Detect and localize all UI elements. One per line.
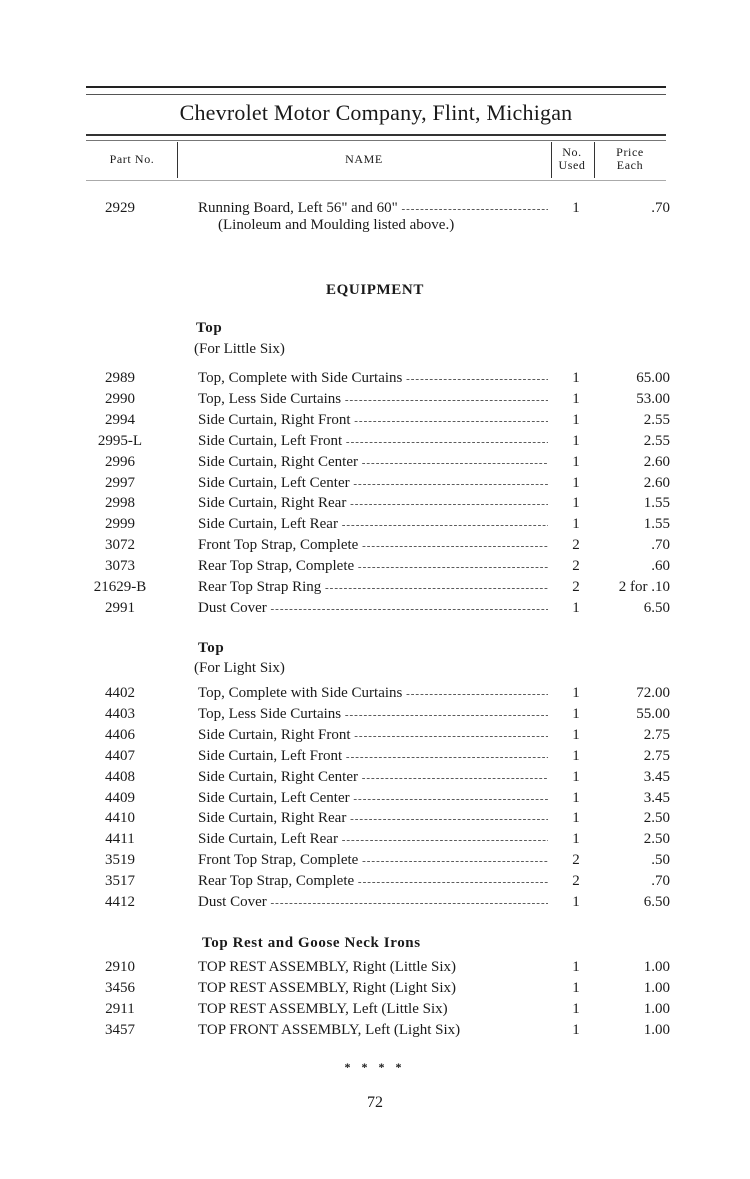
section-divider-stars: * * * * [344, 1060, 406, 1074]
part-name: Top, Complete with Side Curtains ----- [198, 683, 548, 705]
part-name: Side Curtain, Left Rear ----- [198, 514, 548, 536]
column-header-no-used [550, 146, 594, 182]
unit-price: 72.00 [636, 685, 670, 701]
part-name: Side Curtain, Right Rear ----- [198, 808, 548, 830]
part-number: 4412 [105, 894, 135, 910]
part-number: 4409 [105, 789, 135, 806]
unit-price: .70 [651, 200, 670, 216]
unit-price: 2.55 [643, 411, 670, 428]
table-row [0, 683, 750, 704]
table-row [0, 788, 750, 809]
part-number: 21629-B [93, 579, 147, 595]
top-double-rule [86, 86, 666, 95]
column-header-price-each [594, 146, 666, 182]
column-header-price-line2: Each [616, 158, 644, 172]
part-name: Side Curtain, Right Front ----- [198, 725, 548, 747]
group-note: (For Little Six) [194, 341, 285, 357]
quantity-used: 2 [572, 873, 580, 890]
part-number: 2910 [105, 959, 135, 975]
part-name: TOP REST ASSEMBLY, Left (Little Six) [198, 1001, 448, 1017]
part-name: Side Curtain, Right Rear ----- [198, 493, 548, 515]
unit-price: .70 [651, 873, 670, 890]
part-name: Side Curtain, Left Front ----- [198, 431, 548, 453]
unit-price: 2 for .10 [618, 579, 670, 595]
quantity-used: 1 [572, 516, 580, 533]
table-row [0, 473, 750, 494]
part-name: Rear Top Strap, Complete ----- [198, 556, 548, 578]
quantity-used: 1 [572, 474, 580, 491]
quantity-used: 1 [572, 747, 580, 764]
unit-price: 1.00 [643, 959, 670, 975]
table-row [0, 577, 750, 598]
unit-price: 1.55 [643, 516, 670, 533]
quantity-used: 1 [572, 599, 580, 616]
part-name: Side Curtain, Right Front ----- [198, 410, 548, 432]
section-title: EQUIPMENT [326, 282, 424, 298]
part-name: Side Curtain, Right Center ----- [198, 767, 548, 789]
part-number: 3517 [105, 873, 135, 890]
quantity-used: 2 [572, 537, 580, 554]
table-row [0, 725, 750, 746]
quantity-used: 2 [572, 852, 580, 869]
part-number: 4403 [105, 705, 135, 722]
part-name: Side Curtain, Right Center ----- [198, 452, 548, 474]
group-heading: Top [198, 640, 225, 656]
unit-price: 3.45 [643, 789, 670, 806]
part-number: 2998 [105, 495, 135, 512]
page-title: Chevrolet Motor Company, Flint, Michigan [179, 100, 573, 125]
quantity-used: 2 [572, 558, 580, 575]
unit-price: 3.45 [643, 768, 670, 785]
unit-price: 2.60 [643, 453, 670, 470]
part-name: TOP REST ASSEMBLY, Right (Light Six) [198, 980, 457, 996]
part-number: 4408 [105, 768, 135, 785]
quantity-used: 1 [572, 959, 580, 975]
table-row [0, 892, 750, 913]
quantity-used: 1 [572, 495, 580, 512]
quantity-used: 1 [572, 411, 580, 428]
unit-price: 65.00 [636, 370, 670, 386]
column-header-price-line1: Price [616, 145, 644, 159]
part-name: Side Curtain, Left Front ----- [198, 746, 548, 768]
part-name: Dust Cover ----- [198, 892, 548, 914]
table-row [0, 1020, 750, 1041]
part-number: 2911 [105, 1001, 135, 1017]
unit-price: 1.00 [643, 1022, 670, 1038]
part-name: TOP FRONT ASSEMBLY, Left (Light Six) [198, 1022, 461, 1038]
table-row [0, 829, 750, 850]
part-number: 4411 [105, 831, 135, 848]
part-name: Running Board, Left 56" and 60" ----- [198, 198, 548, 220]
part-name: TOP REST ASSEMBLY, Right (Little Six) [198, 959, 456, 975]
quantity-used: 1 [572, 789, 580, 806]
part-number: 3072 [105, 537, 135, 554]
table-row [0, 535, 750, 556]
unit-price: 1.00 [643, 1001, 670, 1017]
column-header-part-no: Part No. [109, 152, 155, 166]
table-row [0, 556, 750, 577]
table-row [0, 198, 750, 219]
part-name: Top, Complete with Side Curtains ----- [198, 368, 548, 390]
table-row [0, 410, 750, 431]
table-row [0, 389, 750, 410]
table-row [0, 598, 750, 619]
part-number: 2994 [105, 411, 135, 428]
quantity-used: 1 [572, 1022, 580, 1038]
table-row [0, 746, 750, 767]
table-row [0, 808, 750, 829]
table-row [0, 493, 750, 514]
unit-price: 53.00 [636, 390, 670, 407]
quantity-used: 1 [572, 831, 580, 848]
part-name: Rear Top Strap, Complete ----- [198, 871, 548, 893]
part-number: 3456 [105, 980, 135, 996]
unit-price: 2.50 [643, 831, 670, 848]
unit-price: .60 [651, 558, 670, 575]
part-number: 4402 [105, 685, 135, 701]
part-number: 2990 [105, 390, 135, 407]
part-number: 2996 [105, 453, 135, 470]
part-number: 4407 [105, 747, 135, 764]
part-number: 2997 [105, 474, 135, 491]
unit-price: 1.55 [643, 495, 670, 512]
table-row [0, 871, 750, 892]
quantity-used: 1 [572, 432, 580, 449]
part-name: Front Top Strap, Complete ----- [198, 850, 548, 872]
unit-price: 1.00 [643, 980, 670, 996]
quantity-used: 1 [572, 200, 580, 216]
quantity-used: 1 [572, 810, 580, 827]
quantity-used: 1 [572, 980, 580, 996]
column-header-no-used-line2: Used [558, 158, 586, 172]
column-header-no-used-line1: No. [562, 145, 582, 159]
table-row [0, 514, 750, 535]
table-row [0, 850, 750, 871]
part-number: 3519 [105, 852, 135, 869]
part-number: 2989 [105, 370, 135, 386]
part-name: Front Top Strap, Complete ----- [198, 535, 548, 557]
unit-price: 2.50 [643, 810, 670, 827]
unit-price: 2.60 [643, 474, 670, 491]
part-name: Top, Less Side Curtains ----- [198, 704, 548, 726]
page-number: 72 [367, 1094, 383, 1111]
part-name: Side Curtain, Left Center ----- [198, 473, 548, 495]
quantity-used: 1 [572, 894, 580, 910]
table-row [0, 431, 750, 452]
unit-price: .70 [651, 537, 670, 554]
unit-price: 2.55 [643, 432, 670, 449]
header-bottom-rule [86, 180, 666, 181]
quantity-used: 1 [572, 453, 580, 470]
group-note: (For Light Six) [194, 660, 285, 676]
unit-price: 2.75 [643, 747, 670, 764]
quantity-used: 1 [572, 390, 580, 407]
part-name: Rear Top Strap Ring ----- [198, 577, 548, 599]
part-number: 4406 [105, 726, 135, 743]
part-number: 3073 [105, 558, 135, 575]
table-row [0, 452, 750, 473]
part-name: Side Curtain, Left Center ----- [198, 788, 548, 810]
unit-price: 6.50 [643, 894, 670, 910]
part-name: Side Curtain, Left Rear ----- [198, 829, 548, 851]
table-row [0, 978, 750, 999]
quantity-used: 1 [572, 726, 580, 743]
part-number: 2999 [105, 516, 135, 533]
quantity-used: 2 [572, 579, 580, 595]
row-subnote: (Linoleum and Moulding listed above.) [218, 217, 455, 233]
part-number: 2991 [105, 599, 135, 616]
header-rule [86, 134, 666, 141]
quantity-used: 1 [572, 370, 580, 386]
part-name: Dust Cover ----- [198, 598, 548, 620]
part-number: 2929 [105, 200, 135, 216]
part-name: Top, Less Side Curtains ----- [198, 389, 548, 411]
unit-price: 2.75 [643, 726, 670, 743]
table-row [0, 999, 750, 1020]
table-row [0, 368, 750, 389]
table-row [0, 957, 750, 978]
quantity-used: 1 [572, 768, 580, 785]
part-number: 4410 [105, 810, 135, 827]
group-heading: Top [196, 320, 223, 336]
table-row [0, 704, 750, 725]
quantity-used: 1 [572, 1001, 580, 1017]
table-row [0, 767, 750, 788]
group-heading: Top Rest and Goose Neck Irons [202, 935, 421, 951]
unit-price: .50 [651, 852, 670, 869]
unit-price: 6.50 [643, 599, 670, 616]
unit-price: 55.00 [636, 705, 670, 722]
column-header-name: NAME [345, 152, 383, 166]
quantity-used: 1 [572, 685, 580, 701]
part-number: 3457 [105, 1022, 135, 1038]
quantity-used: 1 [572, 705, 580, 722]
part-number: 2995-L [97, 432, 143, 449]
